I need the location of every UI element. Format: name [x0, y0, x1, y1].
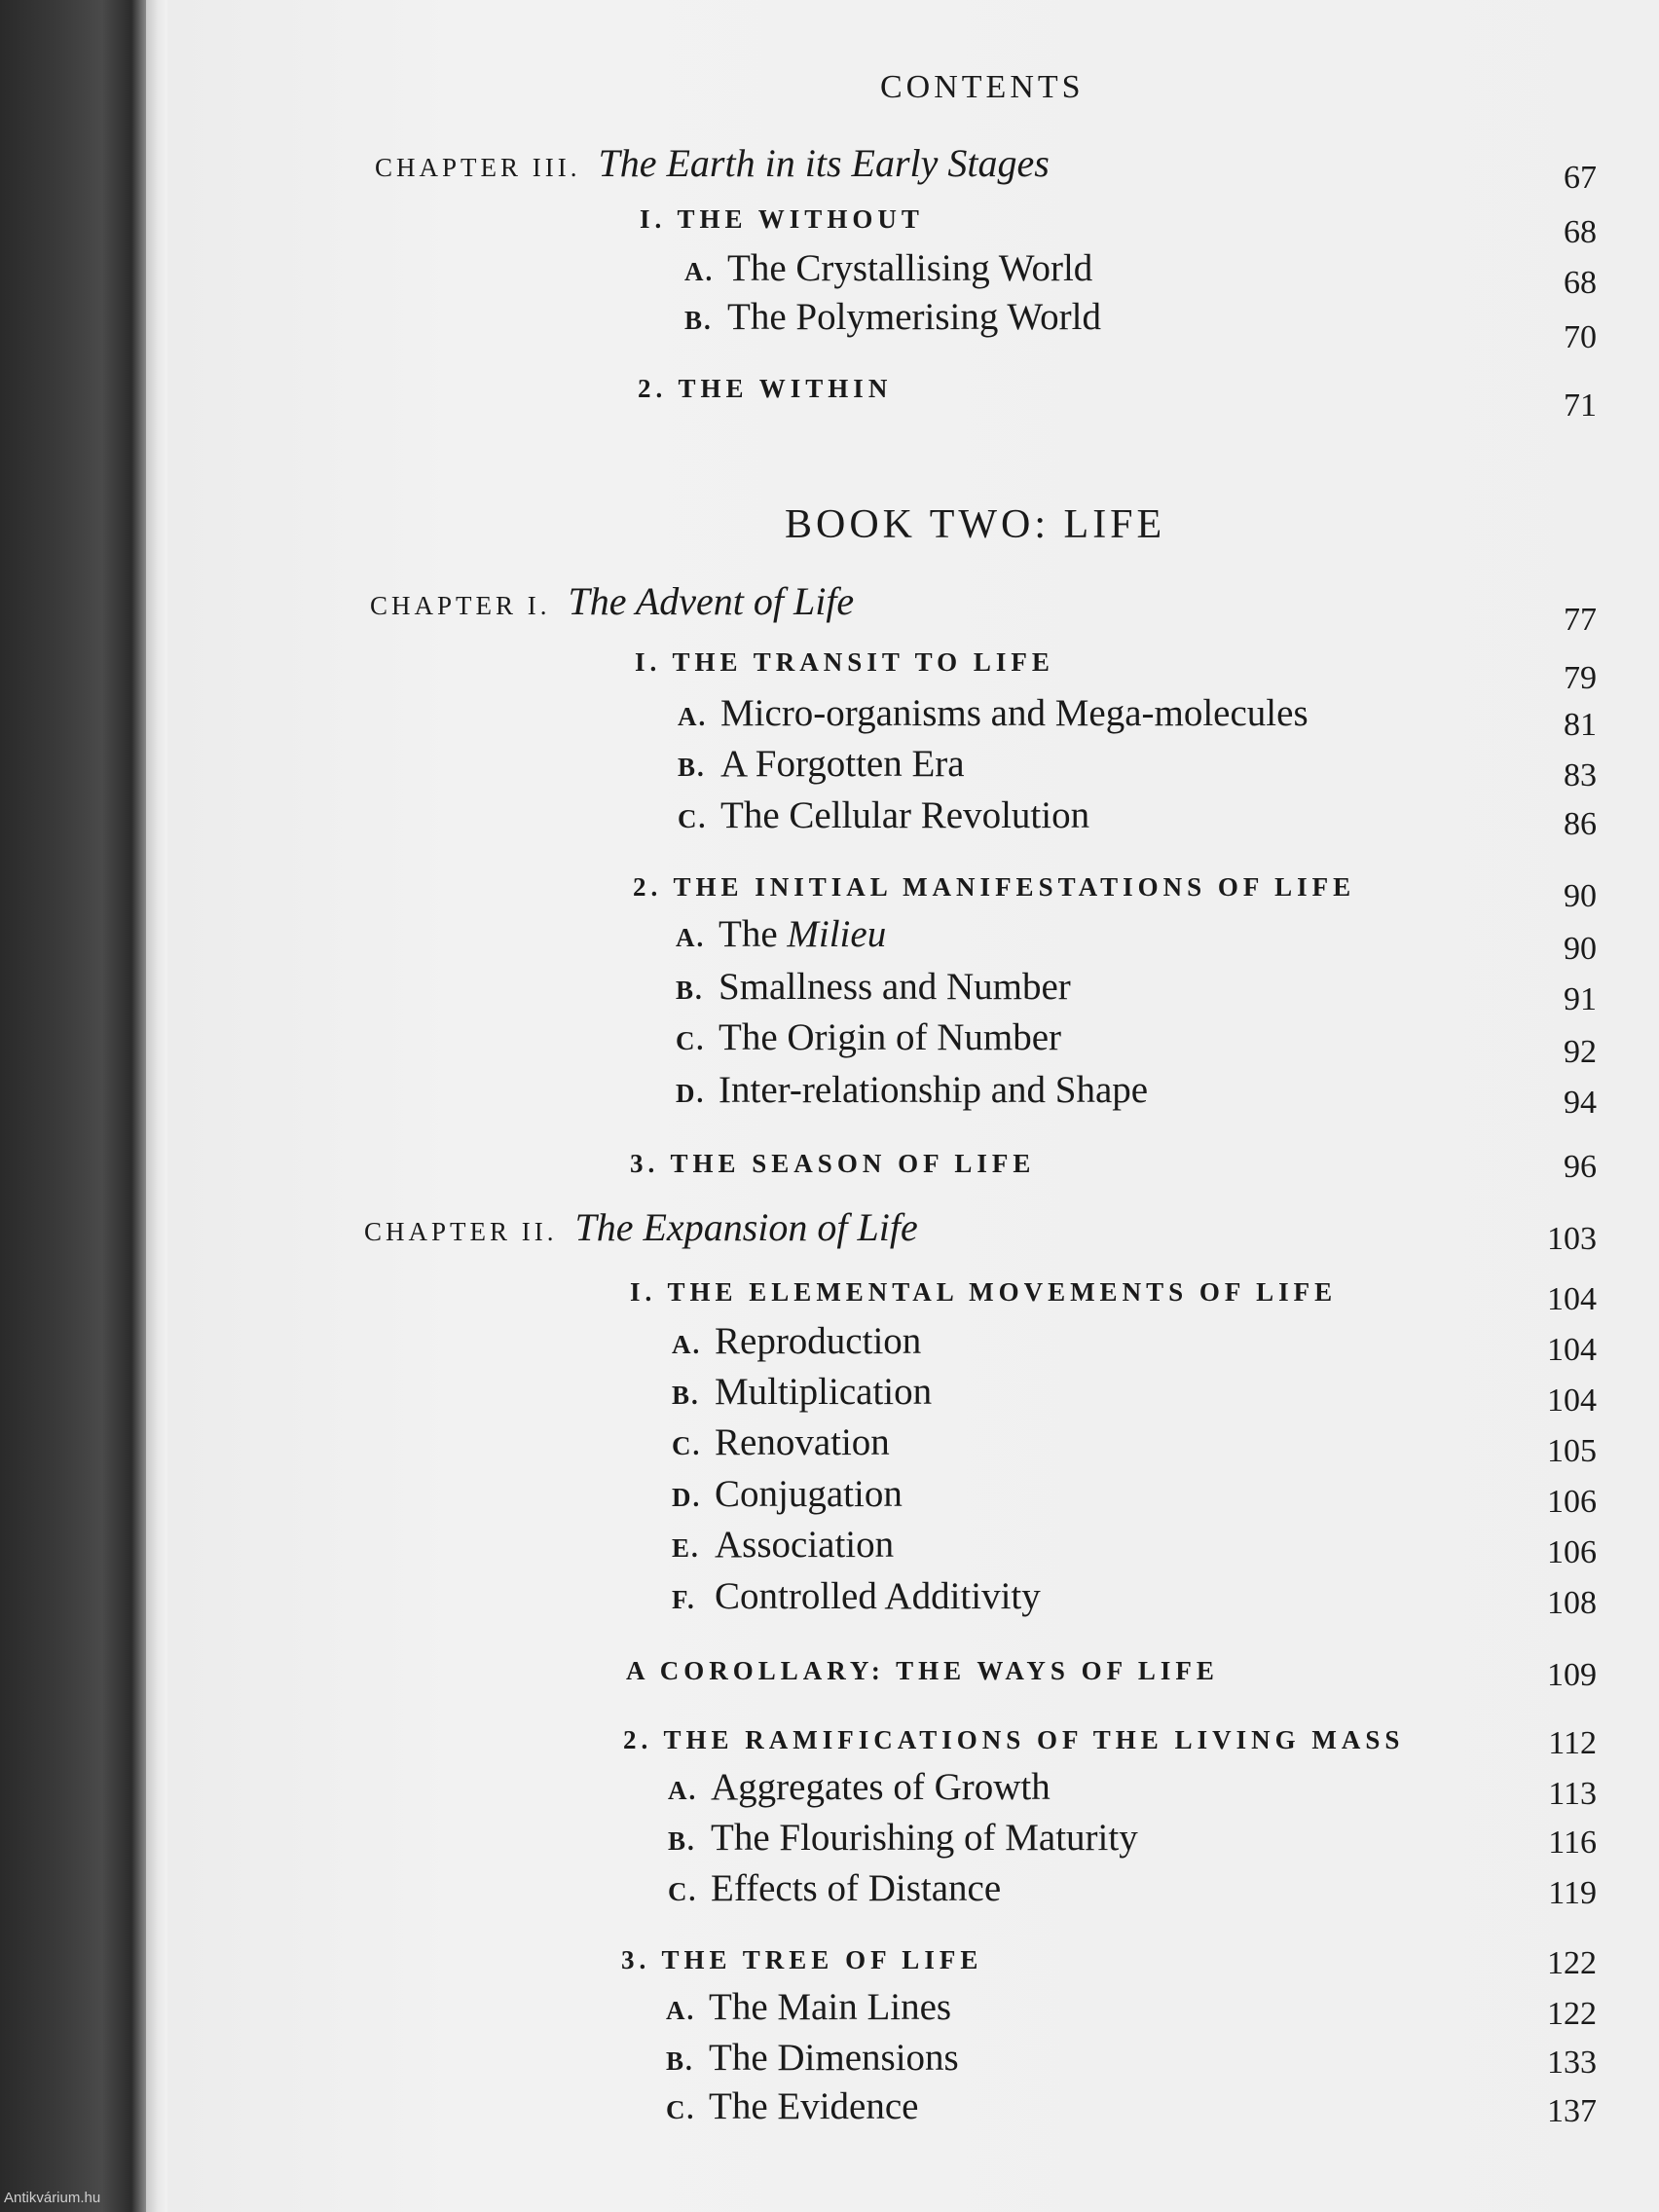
toc-entry — [676, 915, 886, 953]
page-number: 113 — [1548, 1776, 1597, 1812]
page-number: 109 — [1547, 1657, 1597, 1693]
entry-letter: F. — [672, 1585, 696, 1614]
toc-entry — [684, 249, 1092, 287]
entry-letter: B. — [678, 753, 706, 782]
page-number: 104 — [1547, 1281, 1597, 1317]
page-number: 106 — [1547, 1534, 1597, 1570]
entry-title: Multiplication — [715, 1371, 933, 1413]
chapter-title: The Advent of Life — [568, 579, 855, 623]
page-number: 68 — [1564, 265, 1597, 301]
page-number: 79 — [1564, 660, 1597, 696]
toc-entry — [672, 1322, 921, 1360]
page-number: 96 — [1564, 1149, 1597, 1185]
page-number: 90 — [1564, 931, 1597, 967]
entry-title: The Polymerising World — [727, 296, 1101, 338]
entry-title: Association — [715, 1524, 895, 1566]
book-spine-shadow — [0, 0, 146, 2212]
entry-letter: A. — [672, 1330, 702, 1359]
entry-title: Smallness and Number — [719, 966, 1071, 1008]
entry-title: A Forgotten Era — [720, 743, 965, 785]
page-number: 68 — [1564, 214, 1597, 250]
page-number: 94 — [1564, 1085, 1597, 1121]
toc-entry — [672, 1373, 932, 1411]
page-number: 122 — [1547, 1945, 1597, 1981]
entry-title: The Cellular Revolution — [720, 794, 1090, 836]
toc-entry — [684, 298, 1101, 336]
entry-letter: B. — [684, 306, 713, 335]
toc-entry — [672, 1577, 1041, 1615]
chapter-label: CHAPTER II. — [364, 1217, 558, 1246]
page-number: 90 — [1564, 878, 1597, 914]
page-number: 83 — [1564, 757, 1597, 793]
entry-letter: B. — [666, 2046, 694, 2076]
chapter-title: The Earth in its Early Stages — [598, 141, 1050, 185]
chapter-label: CHAPTER I. — [370, 591, 551, 620]
entry-title: The Flourishing of Maturity — [711, 1817, 1138, 1859]
section-heading: 2. THE WITHIN — [638, 374, 893, 403]
book-heading: BOOK TWO: LIFE — [785, 502, 1166, 547]
page-number: 70 — [1564, 319, 1597, 355]
entry-title: The Dimensions — [709, 2037, 959, 2079]
page-number: 105 — [1547, 1433, 1597, 1469]
toc-entry — [678, 745, 965, 783]
page-number: 104 — [1547, 1382, 1597, 1419]
entry-letter: B. — [676, 976, 704, 1005]
watermark: Antikvárium.hu — [4, 2190, 101, 2206]
section-heading: I. THE TRANSIT TO LIFE — [635, 647, 1054, 677]
page-number: 119 — [1548, 1875, 1597, 1911]
chapter-2-heading — [364, 1205, 918, 1249]
section-heading: A COROLLARY: THE WAYS OF LIFE — [626, 1656, 1219, 1685]
page-number: 81 — [1564, 707, 1597, 743]
section-heading: 3. THE SEASON OF LIFE — [630, 1149, 1036, 1178]
toc-entry — [676, 1071, 1148, 1109]
chapter-label: CHAPTER III. — [375, 153, 581, 182]
page-number: 77 — [1564, 602, 1597, 638]
page-number: 108 — [1547, 1585, 1597, 1621]
page-number: 137 — [1547, 2093, 1597, 2129]
section-heading: I. THE ELEMENTAL MOVEMENTS OF LIFE — [630, 1277, 1338, 1307]
section-heading: I. THE WITHOUT — [640, 204, 924, 234]
toc-entry — [676, 968, 1071, 1006]
entry-title: The Evidence — [709, 2085, 919, 2127]
entry-letter: C. — [666, 2095, 696, 2124]
page-number: 133 — [1547, 2045, 1597, 2081]
page-edge — [146, 0, 167, 2212]
toc-entry — [672, 1423, 890, 1461]
toc-entry — [668, 1819, 1138, 1857]
entry-title: The Origin of Number — [719, 1016, 1061, 1058]
entry-title: Aggregates of Growth — [711, 1766, 1051, 1808]
entry-title: Effects of Distance — [711, 1867, 1002, 1909]
page-number: 104 — [1547, 1332, 1597, 1368]
entry-title: Micro-organisms and Mega-molecules — [720, 692, 1309, 734]
entry-title: The Main Lines — [709, 1986, 952, 2028]
entry-title: The Crystallising World — [727, 247, 1093, 289]
entry-letter: C. — [672, 1431, 702, 1460]
toc-entry — [668, 1869, 1001, 1907]
entry-letter: E. — [672, 1533, 700, 1563]
entry-letter: B. — [672, 1381, 700, 1410]
entry-title: Renovation — [715, 1421, 890, 1463]
entry-letter: A. — [666, 1996, 696, 2025]
entry-letter: C. — [678, 804, 708, 833]
page-header: CONTENTS — [880, 69, 1085, 105]
toc-entry — [668, 1768, 1051, 1806]
chapter-3-heading — [375, 141, 1050, 185]
entry-letter: C. — [676, 1026, 706, 1055]
page-number: 92 — [1564, 1034, 1597, 1070]
entry-letter: B. — [668, 1826, 696, 1856]
page-number: 122 — [1547, 1996, 1597, 2032]
page-number: 116 — [1548, 1825, 1597, 1861]
toc-entry — [666, 2087, 918, 2125]
section-heading: 3. THE TREE OF LIFE — [621, 1945, 983, 1974]
chapter-1-heading — [370, 579, 855, 623]
entry-letter: A. — [676, 923, 706, 952]
entry-title: Reproduction — [715, 1320, 922, 1362]
entry-letter: A. — [678, 702, 708, 731]
entry-title: Inter-relationship and Shape — [719, 1069, 1149, 1111]
page-number: 112 — [1548, 1725, 1597, 1761]
entry-title: Controlled Additivity — [715, 1575, 1041, 1617]
toc-entry — [672, 1526, 894, 1564]
entry-letter: A. — [668, 1776, 698, 1805]
toc-entry — [666, 1988, 951, 2026]
entry-title-italic: Milieu — [787, 913, 887, 955]
chapter-title: The Expansion of Life — [574, 1205, 918, 1249]
page-number: 106 — [1547, 1484, 1597, 1520]
toc-entry — [672, 1475, 903, 1513]
section-heading: 2. THE RAMIFICATIONS OF THE LIVING MASS — [623, 1725, 1405, 1754]
toc-entry — [666, 2039, 959, 2077]
page-number: 91 — [1564, 981, 1597, 1017]
entry-letter: D. — [676, 1079, 706, 1108]
entry-letter: D. — [672, 1483, 702, 1512]
page-number: 67 — [1564, 160, 1597, 196]
entry-letter: A. — [684, 257, 715, 286]
page-number: 103 — [1547, 1221, 1597, 1257]
toc-entry — [678, 694, 1309, 732]
entry-title: Conjugation — [715, 1473, 903, 1515]
toc-entry — [676, 1018, 1061, 1056]
toc-entry — [678, 796, 1089, 834]
section-heading: 2. THE INITIAL MANIFESTATIONS OF LIFE — [633, 872, 1356, 902]
entry-letter: C. — [668, 1877, 698, 1906]
page-number: 71 — [1564, 387, 1597, 424]
entry-title-prefix: The — [719, 913, 788, 955]
page-number: 86 — [1564, 806, 1597, 842]
